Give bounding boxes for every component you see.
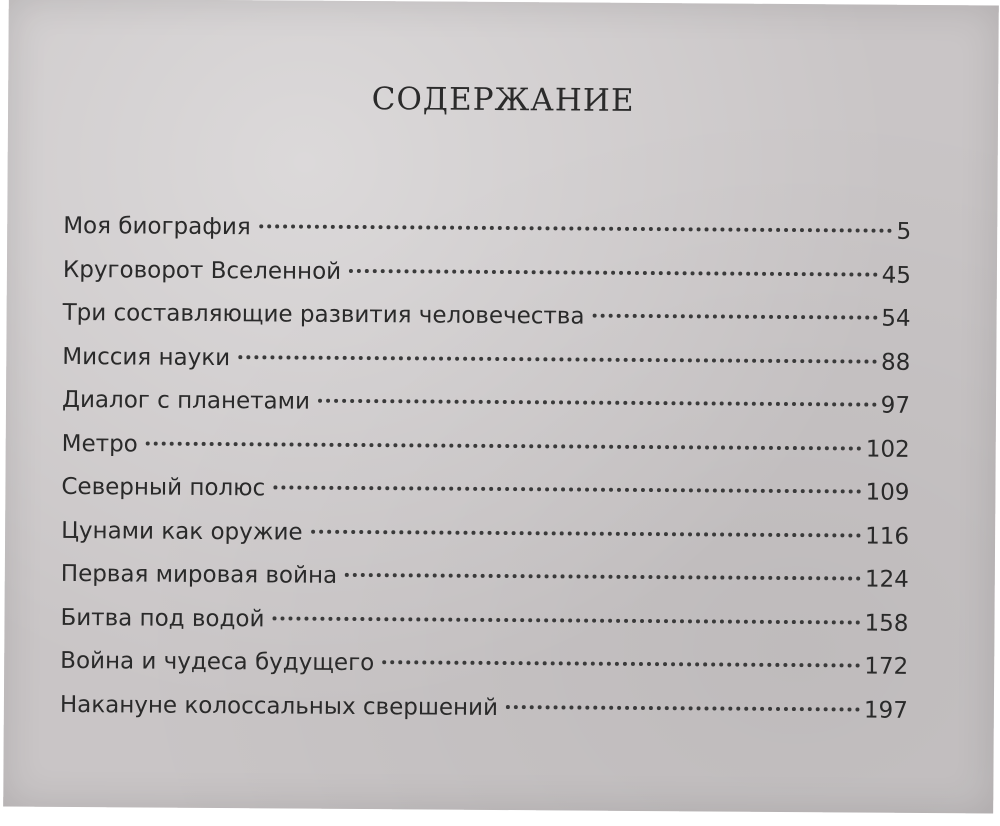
toc-entry-title: Миссия науки <box>62 343 231 371</box>
page-title: СОДЕРЖАНИЕ <box>371 81 635 119</box>
toc-entry-page: 102 <box>865 436 910 463</box>
toc-entry-page: 124 <box>864 566 909 593</box>
dot-leader <box>349 268 877 276</box>
dot-leader <box>506 705 860 711</box>
dot-leader <box>311 529 862 537</box>
toc-entry <box>60 691 908 740</box>
toc-entry <box>62 300 910 349</box>
toc-entry <box>62 387 910 436</box>
toc-entry <box>61 561 909 610</box>
toc-entry-title: Метро <box>61 430 138 457</box>
toc-entry-page: 116 <box>865 523 910 550</box>
dot-leader <box>382 660 860 667</box>
toc-entry-title: Северный полюс <box>61 473 266 502</box>
dot-leader <box>272 616 860 624</box>
dot-leader <box>238 355 877 363</box>
toc-entry <box>62 343 910 392</box>
toc-entry-page: 97 <box>880 392 911 419</box>
toc-entry-page: 5 <box>896 218 912 245</box>
toc-entry <box>63 213 911 262</box>
paper-sheet <box>3 0 999 813</box>
dot-leader <box>259 224 893 232</box>
toc-entry-title: Накануне колоссальных свершений <box>59 691 499 721</box>
toc-entry-title: Круговорот Вселенной <box>62 256 342 285</box>
toc-entry-title: Война и чудеса будущего <box>60 647 375 677</box>
dot-leader <box>146 441 862 450</box>
toc-entry-page: 172 <box>864 653 909 680</box>
dot-leader <box>318 399 877 407</box>
toc-entry <box>60 648 908 697</box>
toc-entry <box>60 604 908 653</box>
toc-entry <box>63 256 911 305</box>
toc-entry-title: Три составляющие развития человечества <box>62 299 585 330</box>
toc-entry <box>61 517 909 566</box>
toc-entry-page: 88 <box>880 349 911 376</box>
toc-entry-title: Моя биография <box>63 212 251 241</box>
toc-entry-title: Битва под водой <box>60 604 265 632</box>
toc-entry-page: 54 <box>881 305 911 332</box>
toc-entry-page: 45 <box>881 262 912 289</box>
toc-entry-title: Первая мировая война <box>60 560 338 589</box>
toc-entry-page: 158 <box>864 610 909 637</box>
table-of-contents <box>60 213 912 741</box>
toc-entry-page: 109 <box>865 479 910 506</box>
dot-leader <box>345 573 861 581</box>
toc-entry <box>62 430 910 479</box>
toc-entry <box>61 474 909 523</box>
toc-entry-title: Цунами как оружие <box>61 517 303 546</box>
dot-leader <box>273 485 861 493</box>
dot-leader <box>592 314 877 320</box>
toc-entry-title: Диалог с планетами <box>61 386 311 415</box>
toc-entry-page: 197 <box>863 697 908 724</box>
